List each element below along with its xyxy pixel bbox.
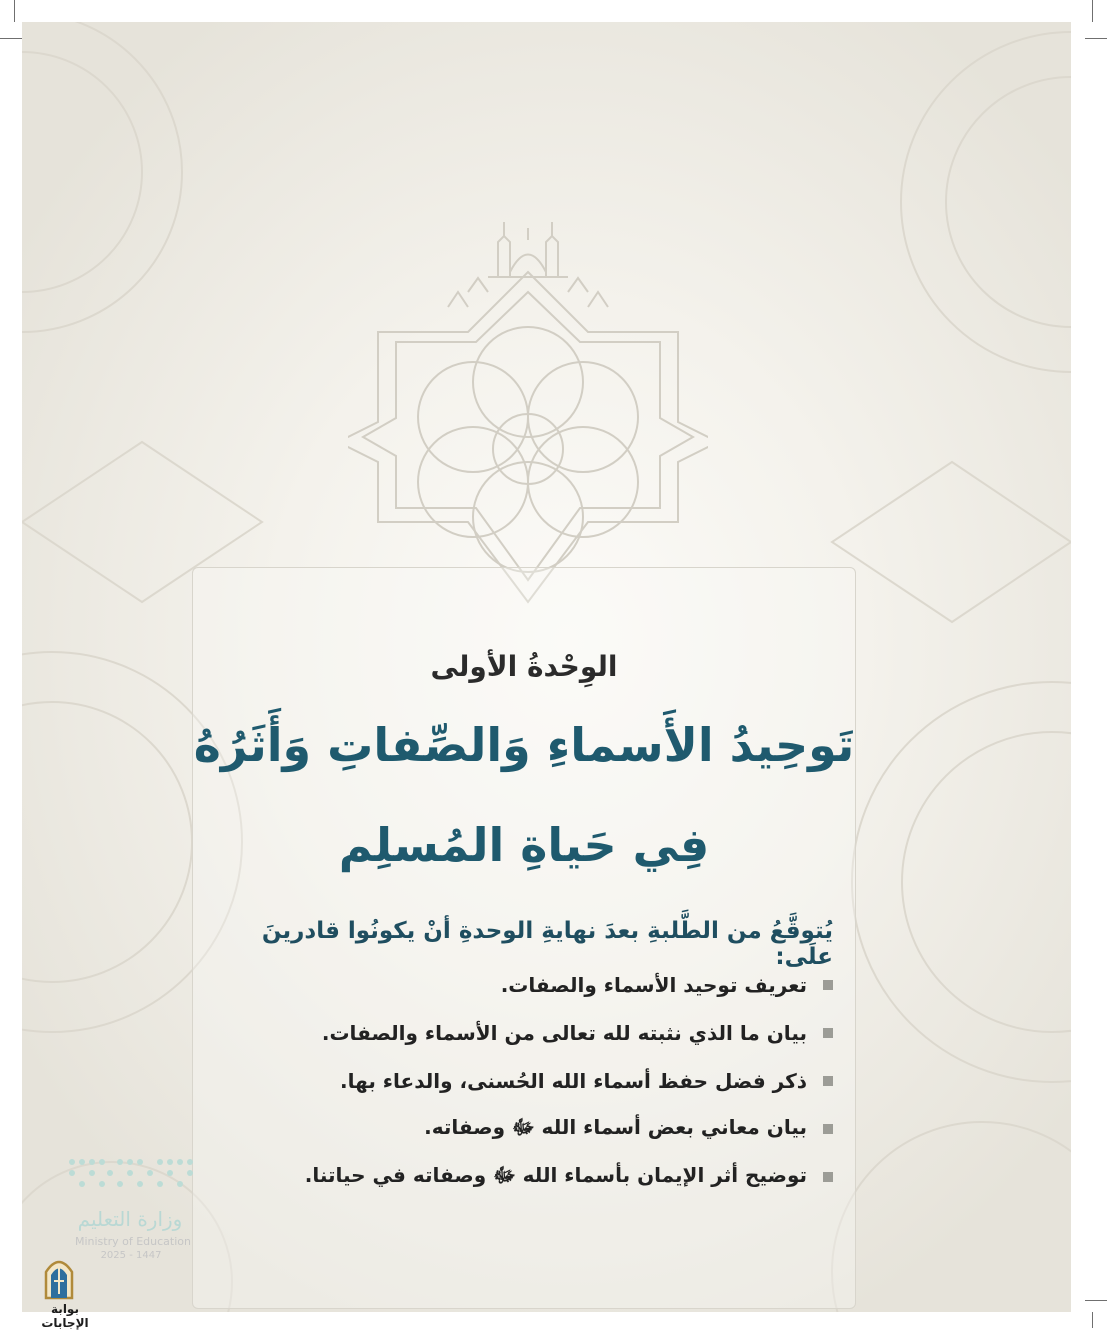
- ministry-dots-logo-icon: [66, 1156, 196, 1190]
- ministry-year: 2025 - 1447: [100, 1250, 162, 1261]
- unit-label: الوِحْدةُ الأولى: [430, 650, 618, 683]
- crop-mark: [1092, 0, 1093, 22]
- square-bullet-icon: [823, 980, 833, 990]
- square-bullet-icon: [823, 1076, 833, 1086]
- ministry-logo: [40, 1150, 210, 1260]
- book-page: [22, 22, 1071, 1312]
- objective-text: بيان ما الذي نثبته لله تعالى من الأسماء والصفات.: [321, 1021, 807, 1045]
- objective-text: تعريف توحيد الأسماء والصفات.: [500, 973, 807, 997]
- unit-title-line-2: فِي حَياةِ المُسلِم: [338, 818, 710, 872]
- unit-title-line-1: تَوحِيدُ الأَسماءِ وَالصِّفاتِ وَأَثَرُهُ: [193, 718, 855, 772]
- list-item: [233, 1057, 833, 1105]
- objective-text: ذكر فضل حفظ أسماء الله الحُسنى، والدعاء بها.: [340, 1069, 807, 1093]
- mosque-rosette-emblem: [348, 192, 708, 632]
- crop-mark: [0, 38, 22, 39]
- crop-mark: [1085, 1300, 1107, 1301]
- ministry-name-arabic: وزارة التعليم: [77, 1207, 183, 1231]
- objectives-list: [233, 961, 833, 1201]
- objective-text: بيان معاني بعض أسماء الله ﷻ وصفاته.: [424, 1114, 807, 1139]
- ministry-name-english: Ministry of Education: [74, 1235, 191, 1248]
- unit-panel: [192, 567, 856, 1309]
- list-item: [233, 961, 833, 1009]
- square-bullet-icon: [823, 1028, 833, 1038]
- objective-text: توضيح أثر الإيمان بأسماء الله ﷻ وصفاته في حياتنا.: [304, 1162, 807, 1187]
- square-bullet-icon: [823, 1124, 833, 1134]
- crop-mark: [1085, 38, 1107, 39]
- list-item: [233, 1153, 833, 1201]
- portal-name: بوابة الإجابات: [41, 1302, 89, 1330]
- portal-arch-logo-icon: [44, 1256, 74, 1300]
- objectives-intro: يُتوقَّعُ من الطَّلبةِ بعدَ نهايةِ الوحدةِ أنْ يكونُوا قادرينَ علَى:: [261, 918, 833, 970]
- crop-mark: [1092, 1312, 1093, 1328]
- square-bullet-icon: [823, 1172, 833, 1182]
- crop-mark: [14, 0, 15, 22]
- list-item: [233, 1009, 833, 1057]
- list-item: [233, 1105, 833, 1153]
